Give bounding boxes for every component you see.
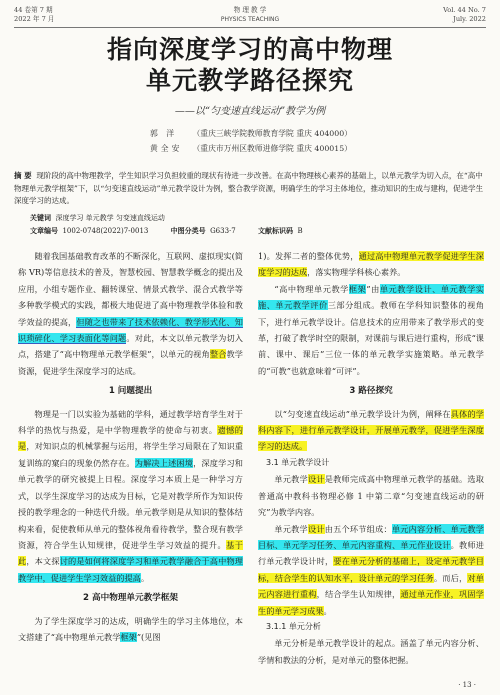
text-run: ，对知识点的机械掌握与运用，将学生学习局限在了知识重复训练的窠臼的现象仍然存在。	[18, 441, 243, 468]
highlight-cyan: 单元教学设计、单元教学实施、单元教学评价	[258, 283, 484, 311]
title-line-1: 指向深度学习的高中物理	[106, 35, 393, 64]
paragraph	[258, 406, 484, 455]
doc-code-label: 文献标识码	[257, 226, 293, 235]
text-run: 三部分组成。教师在学科知识整体的视角下，进行单元教学设计。信息技术的应用带来了教学形式的变革，打破了教学时空的限制，对课前与课后进行重构，形成“课前、课中、课后”三位一体的单元教学实施策略。单元教学的“可教”也就意味着“可评”。	[258, 300, 484, 376]
date-en: July. 2022	[453, 15, 486, 23]
highlight-cyan: 为解决上述困境	[134, 457, 194, 468]
text-run: “高中物理单元教学	[274, 283, 349, 294]
paragraph	[258, 248, 484, 281]
keywords: 深度学习 单元教学 匀变速直线运动	[55, 214, 165, 222]
text-run: ，深度学习和单元教学的研究被提上日程。深度学习本质上是一种学习方式，以学生深度学习的达成为目标，它是对教学所作为知识传授的教学理念的一种迭代升级。单元教学则是从知识的整体结构来看，促使教师从单元的整体视角看待教学，整合现有教学资源，符合学生认知规律，促进学生学习效益的提升。	[18, 457, 243, 550]
highlight-cyan: 讨的是如何将深度学习和单元教学融合于高中物理教学中，促进学生学习效益的提高	[18, 556, 243, 583]
doc-code: B	[297, 226, 303, 235]
section-heading: 2 高中物理单元教学框架	[83, 593, 178, 604]
journal-name-en: PHYSICS TEACHING	[220, 16, 280, 23]
paragraph	[258, 521, 484, 619]
abstract	[14, 170, 486, 208]
title-line-2: 单元教学路径探究	[145, 66, 354, 95]
highlight-cyan: 框架	[348, 283, 367, 294]
issue-date: 2022 年 7 月	[14, 15, 55, 23]
highlight-cyan: 单元内容分析、单元教学目标、单元学习任务、单元内容重构、单元作业设计	[258, 523, 484, 550]
volume-en: Vol. 44 No. 7	[443, 6, 486, 14]
author-row	[150, 126, 352, 141]
highlight-yellow: 要在单元分析的基础上，设定单元教学目标，结合学生的认知水平，设计单元的学习任务	[258, 556, 484, 583]
text-run: 单元教学	[274, 474, 308, 485]
text-run: 。对此，本文以单元教学为切入点，搭建了“高中物理单元教学框架”，以单元的视角	[18, 333, 243, 360]
author-block	[150, 126, 352, 156]
text-run: ，本文探	[26, 556, 60, 567]
text-run: 教学资源，促进学生深度学习的达成。	[18, 349, 243, 376]
highlight-yellow: 通过单元作业，巩固学生的单元学习成果	[258, 589, 484, 616]
author-affiliation: （重庆三峡学院教师教育学院 重庆 404000）	[192, 129, 352, 138]
text-run: 为了学生深度学习的达成，明确学生的学习主体地位，本文搭建了“高中物理单元教学	[18, 615, 243, 642]
section-heading: 1 问题提出	[108, 386, 153, 397]
header-center	[14, 6, 486, 24]
paragraph	[18, 613, 243, 646]
abstract-text: 现阶段的高中物理教学，学生知识学习负担较重的现状有待进一步改善。在高中物理核心素养的基础上，以单元教学为切入点，在“高中物理单元教学框架”下，以“匀变速直线运动”单元教学设计为例，整合教学资源，明确学生的学习主体地位，推动知识的生成与建构，促进学生深度学习的达成。	[14, 171, 483, 206]
author-affiliation: （重庆市万州区教师进修学院 重庆 400015）	[192, 144, 352, 153]
text-run: 。	[140, 572, 150, 583]
clc-label: 中图分类号	[170, 226, 206, 235]
text-run: 。教师进行单元教学设计时，	[258, 539, 484, 567]
page-number: · 13 ·	[458, 681, 476, 689]
text-run: 物理是一门以实验为基础的学科，通过教学培育学生对于科学的热忱与热爱，是中学物理教学的使命与初衷。	[18, 408, 243, 436]
highlight-yellow: 具体的学科内容下，进行单元教学设计，开展单元教学，促进学生深度学习的达成。	[258, 408, 484, 452]
text-run: 以“匀变速直线运动”单元教学设计为例，阐释在	[274, 408, 451, 419]
highlight-yellow: 对单元内容进行重构	[258, 572, 484, 600]
text-run: 单元教学	[274, 523, 308, 534]
highlight-yellow: 遗憾的是	[18, 425, 243, 452]
paragraph	[258, 281, 484, 379]
keywords-row	[30, 212, 486, 225]
highlight-yellow: 设计	[307, 523, 325, 534]
subsection-heading: 3.1 单元教学设计	[266, 457, 330, 467]
text-run: 。而后，	[433, 572, 468, 583]
highlight-yellow: 通过高中物理单元教学促进学生深度学习的达成	[258, 251, 484, 278]
highlight-yellow: 基于此	[18, 539, 243, 567]
paragraph	[258, 471, 484, 520]
article-title	[0, 34, 500, 96]
highlight-cyan: 但随之也带来了技术依赖化、教学形式化、知识琐碎化、学习表面化等问题	[18, 316, 243, 344]
subsection-heading: 3.1.1 单元分析	[266, 621, 321, 631]
abstract-label: 摘 要	[14, 171, 32, 180]
article-no-label: 文章编号	[30, 226, 58, 235]
text-run: 是教师完成高中物理单元教学的基础。选取普通高中教科书物理必修 1 中第二章“匀变速直线运动的研究”为教学内容。	[258, 474, 484, 518]
text-run: ”(见图	[136, 631, 161, 642]
header-right	[443, 6, 486, 24]
author-name: 郭 洋	[150, 129, 178, 138]
article-no: 1002-0748(2022)7-0013	[62, 226, 149, 235]
paragraph	[18, 248, 243, 379]
left-column	[18, 248, 243, 645]
text-run: 1)。发挥二者的整体优势，	[258, 251, 359, 261]
article-meta	[30, 212, 486, 237]
article-subtitle: ——以“匀变速直线运动”教学为例	[174, 106, 326, 117]
highlight-cyan: 框架	[120, 631, 137, 642]
running-header	[14, 6, 486, 28]
clc-code: G633·7	[210, 226, 236, 235]
text-run: ，落实物理学科核心素养。	[307, 267, 406, 278]
keywords-label: 关键词	[30, 214, 51, 222]
text-run: 由五个环节组成：	[324, 523, 392, 534]
right-column	[258, 248, 484, 668]
text-run: ”由	[366, 283, 380, 294]
paragraph	[18, 406, 243, 586]
highlight-yellow: 设计	[307, 474, 325, 485]
text-run: ，结合学生认知规律，	[316, 589, 401, 600]
author-name: 黄全安	[150, 144, 183, 153]
section-heading: 3 路径探究	[349, 386, 393, 397]
journal-name-cn: 物 理 教 学	[233, 6, 267, 14]
text-run: 。	[323, 605, 332, 616]
id-row	[30, 225, 486, 238]
volume-issue: 44 卷第 7 期	[14, 6, 53, 14]
text-run: 随着我国基础教育改革的不断深化，互联网、虚拟现实(简称 VR)等信息技术的普及，智慧校园、智慧教学概念的提出及应用，小组专题作业、翻转课堂、情景式教学、混合式教学等多种教学模式的实践，都极大地促进了高中物理教学体验和教学效益的提高，	[18, 251, 243, 327]
highlight-yellow: 整合	[209, 349, 227, 360]
paragraph: 单元分析是单元教学设计的起点。涵盖了单元内容分析、学情和教法的分析，是对单元的整体把握。	[258, 638, 484, 665]
author-row	[150, 141, 352, 156]
